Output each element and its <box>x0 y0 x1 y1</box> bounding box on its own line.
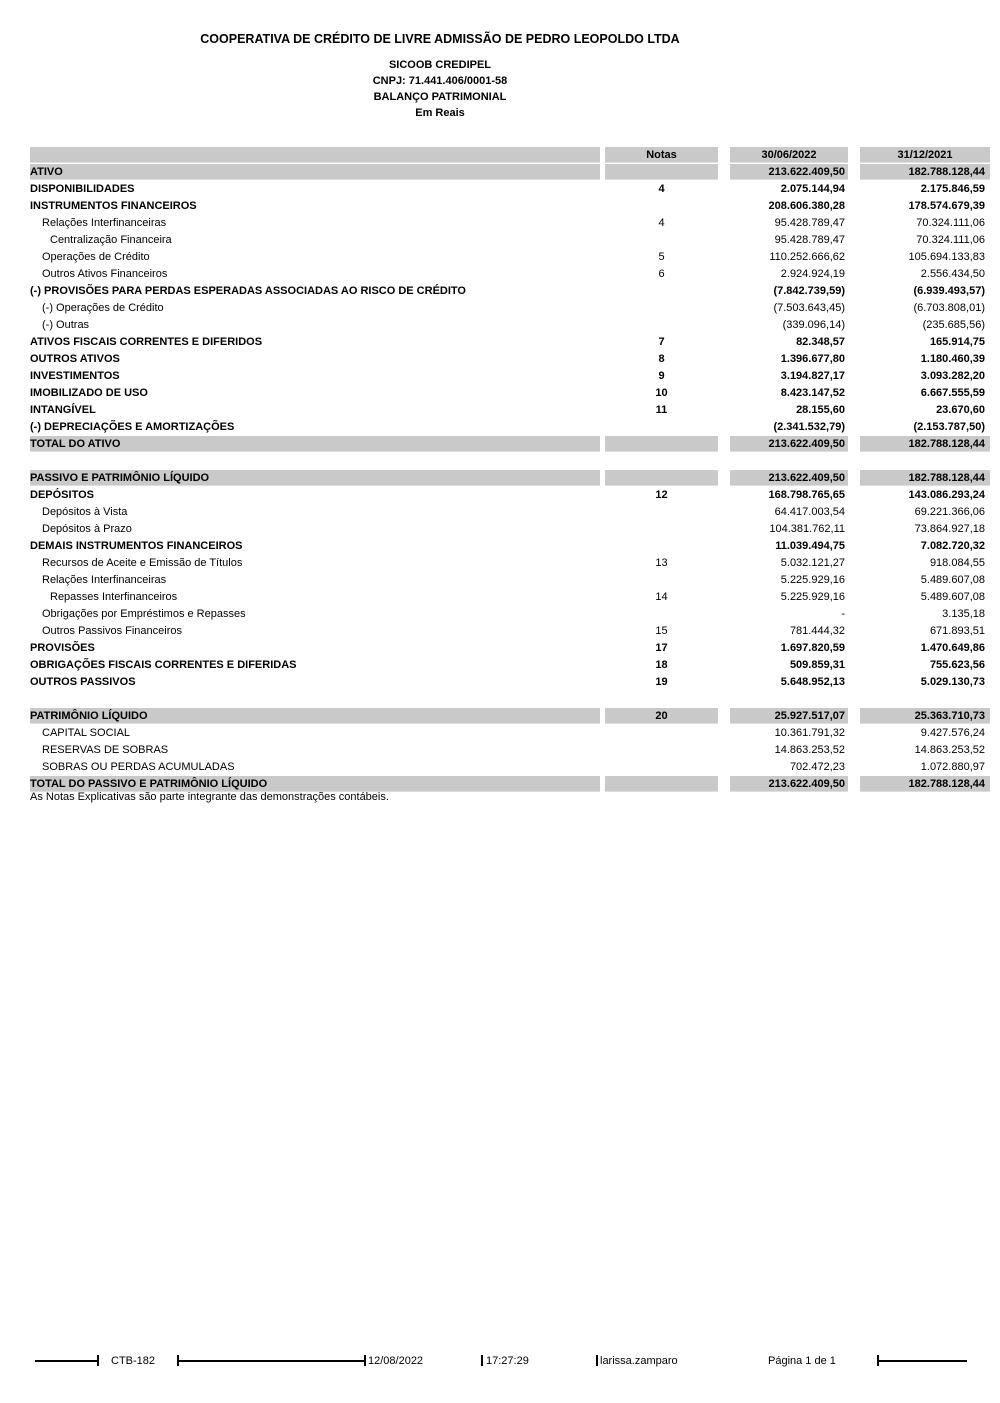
header-date-2022: 30/06/2022 <box>730 147 848 163</box>
row-nota-ref: 15 <box>655 624 668 637</box>
row-value-2021: 3.093.282,20 <box>920 369 985 382</box>
row-label: OUTROS PASSIVOS <box>30 675 136 688</box>
table-row <box>30 214 990 231</box>
row-nota-ref <box>605 691 718 707</box>
row-nota-ref: 20 <box>605 708 718 724</box>
row-value-2022: (7.503.643,45) <box>773 301 845 314</box>
table-row <box>30 622 990 639</box>
row-value-2022: 2.924.924,19 <box>780 267 845 280</box>
table-row <box>30 775 990 792</box>
row-label <box>30 691 600 707</box>
row-value-2022: - <box>841 607 845 620</box>
footer-rule-right <box>879 1360 967 1362</box>
row-nota-ref: 18 <box>655 658 668 671</box>
row-label: Relações Interfinanceiras <box>42 216 167 229</box>
table-row <box>30 554 990 571</box>
row-label: PATRIMÔNIO LÍQUIDO <box>30 708 600 724</box>
table-row <box>30 350 990 367</box>
row-value-2022: 208.606.380,28 <box>768 199 845 212</box>
header-date-2021: 31/12/2021 <box>860 147 990 163</box>
table-row <box>30 265 990 282</box>
row-value-2022: (2.341.532,79) <box>773 420 845 433</box>
table-row <box>30 486 990 503</box>
cnpj: CNPJ: 71.441.406/0001-58 <box>372 75 508 87</box>
table-row <box>30 299 990 316</box>
footer-rule-middle <box>179 1360 364 1362</box>
row-value-2022: 5.225.929,16 <box>780 573 845 586</box>
row-value-2022: 8.423.147,52 <box>780 386 845 399</box>
row-value-2021: 5.489.607,08 <box>920 590 985 603</box>
row-value-2021: 182.788.128,44 <box>860 164 990 180</box>
table-row <box>30 656 990 673</box>
row-nota-ref <box>605 759 718 775</box>
table-row <box>30 673 990 690</box>
row-nota-ref <box>605 572 718 588</box>
row-value-2022: 104.381.762,11 <box>769 522 845 535</box>
row-label: PROVISÕES <box>30 641 95 654</box>
row-value-2021: 7.082.720,32 <box>920 539 985 552</box>
table-row <box>30 741 990 758</box>
row-label: IMOBILIZADO DE USO <box>30 386 148 399</box>
row-value-2022: 82.348,57 <box>796 335 845 348</box>
header-notas: Notas <box>605 147 718 163</box>
row-value-2022: (7.842.739,59) <box>773 284 845 297</box>
brand-name: SICOOB CREDIPEL <box>388 59 492 71</box>
row-label: PASSIVO E PATRIMÔNIO LÍQUIDO <box>30 470 600 486</box>
row-value-2021 <box>860 691 990 707</box>
row-value-2021: 918.084,55 <box>929 556 985 569</box>
table-row <box>30 418 990 435</box>
row-nota-ref <box>605 419 718 435</box>
balance-table <box>30 146 990 792</box>
row-value-2021: 182.788.128,44 <box>860 470 990 486</box>
row-value-2021: (2.153.787,50) <box>913 420 985 433</box>
row-value-2022: 11.039.494,75 <box>775 539 845 552</box>
footer-tick <box>364 1355 366 1366</box>
table-row <box>30 333 990 350</box>
row-value-2022 <box>730 453 848 469</box>
footer-username: larissa.zamparo <box>600 1355 678 1367</box>
table-header-row <box>30 146 990 163</box>
row-value-2022: 213.622.409,50 <box>730 470 848 486</box>
table-row <box>30 639 990 656</box>
row-label: Outros Ativos Financeiros <box>42 267 168 280</box>
row-value-2021: 14.863.253,52 <box>914 743 985 756</box>
row-value-2021: 182.788.128,44 <box>860 436 990 452</box>
row-nota-ref <box>605 317 718 333</box>
row-label: Repasses Interfinanceiros <box>50 590 178 603</box>
row-value-2022: 213.622.409,50 <box>730 164 848 180</box>
explanatory-note: As Notas Explicativas são parte integrante das demonstrações contábeis. <box>30 791 389 803</box>
table-row <box>30 435 990 452</box>
table-row <box>30 469 990 486</box>
table-row <box>30 520 990 537</box>
row-nota-ref: 7 <box>658 335 665 348</box>
row-value-2021: 143.086.293,24 <box>908 488 985 501</box>
row-label: Depósitos à Vista <box>42 505 128 518</box>
row-value-2021: (6.939.493,57) <box>913 284 985 297</box>
table-row <box>30 231 990 248</box>
table-row <box>30 758 990 775</box>
row-label: ATIVOS FISCAIS CORRENTES E DIFERIDOS <box>30 335 263 348</box>
row-nota-ref: 6 <box>658 267 665 280</box>
row-label: Depósitos à Prazo <box>42 522 132 535</box>
table-row <box>30 537 990 554</box>
row-value-2021: 165.914,75 <box>929 335 985 348</box>
row-value-2021: (235.685,56) <box>922 318 985 331</box>
row-nota-ref <box>605 742 718 758</box>
row-nota-ref: 4 <box>658 216 665 229</box>
row-label: INSTRUMENTOS FINANCEIROS <box>30 199 197 212</box>
row-value-2021: 69.221.366,06 <box>914 505 985 518</box>
row-nota-ref <box>605 436 718 452</box>
row-label: (-) PROVISÕES PARA PERDAS ESPERADAS ASSOCIADAS AO RISCO DE CRÉDITO <box>30 284 466 297</box>
row-value-2021: 70.324.111,06 <box>916 216 985 229</box>
row-label: DEMAIS INSTRUMENTOS FINANCEIROS <box>30 539 243 552</box>
row-label: OUTROS ATIVOS <box>30 352 120 365</box>
row-nota-ref: 14 <box>655 590 668 603</box>
row-value-2022: 509.859,31 <box>789 658 845 671</box>
row-value-2022: 168.798.765,65 <box>768 488 845 501</box>
row-nota-ref: 10 <box>655 386 668 399</box>
table-row <box>30 367 990 384</box>
row-nota-ref: 8 <box>658 352 665 365</box>
row-value-2022: 95.428.789,47 <box>774 233 845 246</box>
row-value-2021: 1.470.649,86 <box>920 641 985 654</box>
table-row <box>30 707 990 724</box>
row-nota-ref <box>605 538 718 554</box>
row-value-2022: 213.622.409,50 <box>730 776 848 792</box>
table-row <box>30 248 990 265</box>
row-value-2022: 702.472,23 <box>789 760 845 773</box>
report-title: BALANÇO PATRIMONIAL <box>373 91 507 103</box>
row-label: Outros Passivos Financeiros <box>42 624 182 637</box>
row-value-2021: 1.072.880,97 <box>920 760 985 773</box>
footer-rule-left <box>35 1360 97 1362</box>
row-label: Recursos de Aceite e Emissão de Títulos <box>42 556 243 569</box>
row-nota-ref <box>605 164 718 180</box>
footer-tick <box>481 1355 483 1366</box>
row-value-2021: (6.703.808,01) <box>913 301 985 314</box>
row-nota-ref <box>605 470 718 486</box>
row-value-2021: 6.667.555,59 <box>920 386 985 399</box>
row-nota-ref <box>605 725 718 741</box>
row-value-2022: 10.361.791,32 <box>774 726 845 739</box>
row-value-2022: (339.096,14) <box>782 318 845 331</box>
row-nota-ref <box>605 283 718 299</box>
row-nota-ref: 19 <box>655 675 668 688</box>
row-nota-ref: 9 <box>658 369 665 382</box>
row-value-2022: 3.194.827,17 <box>780 369 845 382</box>
row-label: DEPÓSITOS <box>30 488 94 501</box>
row-nota-ref: 17 <box>655 641 668 654</box>
row-nota-ref <box>605 453 718 469</box>
row-value-2021: 73.864.927,18 <box>914 522 985 535</box>
table-row <box>30 163 990 180</box>
row-nota-ref <box>605 232 718 248</box>
row-label: INTANGÍVEL <box>30 403 96 416</box>
row-value-2021: 5.029.130,73 <box>920 675 985 688</box>
row-nota-ref <box>605 504 718 520</box>
row-label: CAPITAL SOCIAL <box>42 726 131 739</box>
row-label: DISPONIBILIDADES <box>30 182 135 195</box>
row-value-2021: 70.324.111,06 <box>916 233 985 246</box>
table-row <box>30 503 990 520</box>
row-nota-ref <box>605 606 718 622</box>
row-label: TOTAL DO ATIVO <box>30 436 600 452</box>
row-value-2021: 3.135,18 <box>942 607 985 620</box>
row-value-2021: 2.175.846,59 <box>920 182 985 195</box>
page-footer <box>0 1352 1000 1374</box>
row-nota-ref: 12 <box>655 488 668 501</box>
row-value-2021: 1.180.460,39 <box>920 352 985 365</box>
row-nota-ref <box>605 300 718 316</box>
row-label <box>30 453 600 469</box>
table-row <box>30 605 990 622</box>
row-label: TOTAL DO PASSIVO E PATRIMÔNIO LÍQUIDO <box>30 776 600 792</box>
row-value-2022 <box>730 691 848 707</box>
row-label: Relações Interfinanceiras <box>42 573 167 586</box>
company-name: COOPERATIVA DE CRÉDITO DE LIVRE ADMISSÃO DE PEDRO LEOPOLDO LTDA <box>200 32 680 46</box>
row-value-2021: 9.427.576,24 <box>920 726 985 739</box>
row-value-2022: 5.032.121,27 <box>780 556 845 569</box>
footer-tick <box>596 1355 598 1366</box>
row-value-2022: 110.252.666,62 <box>769 250 845 263</box>
footer-page-number: Página 1 de 1 <box>768 1355 836 1367</box>
currency-note: Em Reais <box>415 107 465 119</box>
row-value-2021: 182.788.128,44 <box>860 776 990 792</box>
row-value-2022: 2.075.144,94 <box>780 182 845 195</box>
row-nota-ref <box>605 521 718 537</box>
table-row <box>30 452 990 469</box>
row-nota-ref: 5 <box>658 250 665 263</box>
table-row <box>30 690 990 707</box>
row-label: (-) DEPRECIAÇÕES E AMORTIZAÇÕES <box>30 420 235 433</box>
row-label: (-) Outras <box>42 318 90 331</box>
row-label: Operações de Crédito <box>42 250 150 263</box>
row-nota-ref <box>605 776 718 792</box>
row-value-2021: 105.694.133,83 <box>908 250 985 263</box>
row-nota-ref: 11 <box>655 403 668 416</box>
table-row <box>30 724 990 741</box>
row-value-2022: 781.444,32 <box>789 624 845 637</box>
footer-report-code: CTB-182 <box>111 1355 156 1367</box>
row-value-2021: 5.489.607,08 <box>920 573 985 586</box>
row-value-2021: 755.623,56 <box>929 658 985 671</box>
table-row <box>30 401 990 418</box>
table-row <box>30 588 990 605</box>
footer-date: 12/08/2022 <box>368 1355 424 1367</box>
table-body <box>30 163 990 792</box>
row-value-2022: 5.225.929,16 <box>780 590 845 603</box>
row-label: OBRIGAÇÕES FISCAIS CORRENTES E DIFERIDAS <box>30 658 297 671</box>
row-nota-ref: 13 <box>655 556 668 569</box>
row-label: INVESTIMENTOS <box>30 369 120 382</box>
row-value-2021 <box>860 453 990 469</box>
row-value-2021: 25.363.710,73 <box>860 708 990 724</box>
header-label-cell <box>30 147 600 163</box>
footer-tick <box>97 1355 99 1366</box>
footer-time: 17:27:29 <box>486 1355 529 1367</box>
table-row <box>30 197 990 214</box>
row-label: ATIVO <box>30 164 600 180</box>
table-row <box>30 282 990 299</box>
row-value-2022: 5.648.952,13 <box>780 675 845 688</box>
row-label: RESERVAS DE SOBRAS <box>42 743 169 756</box>
row-value-2022: 25.927.517,07 <box>730 708 848 724</box>
row-nota-ref <box>605 198 718 214</box>
row-value-2022: 95.428.789,47 <box>774 216 845 229</box>
table-row <box>30 180 990 197</box>
row-value-2022: 64.417.003,54 <box>774 505 845 518</box>
row-value-2022: 28.155,60 <box>796 403 845 416</box>
row-label: SOBRAS OU PERDAS ACUMULADAS <box>42 760 235 773</box>
row-value-2021: 178.574.679,39 <box>908 199 985 212</box>
report-header <box>30 32 850 121</box>
row-value-2022: 1.396.677,80 <box>780 352 845 365</box>
row-value-2021: 2.556.434,50 <box>920 267 985 280</box>
row-value-2022: 1.697.820,59 <box>780 641 845 654</box>
row-value-2022: 213.622.409,50 <box>730 436 848 452</box>
row-nota-ref: 4 <box>658 182 665 195</box>
table-row <box>30 384 990 401</box>
row-label: (-) Operações de Crédito <box>42 301 164 314</box>
table-row <box>30 316 990 333</box>
row-value-2022: 14.863.253,52 <box>774 743 845 756</box>
table-row <box>30 571 990 588</box>
row-label: Centralização Financeira <box>50 233 172 246</box>
row-label: Obrigações por Empréstimos e Repasses <box>42 607 246 620</box>
row-value-2021: 671.893,51 <box>929 624 985 637</box>
row-value-2021: 23.670,60 <box>936 403 985 416</box>
